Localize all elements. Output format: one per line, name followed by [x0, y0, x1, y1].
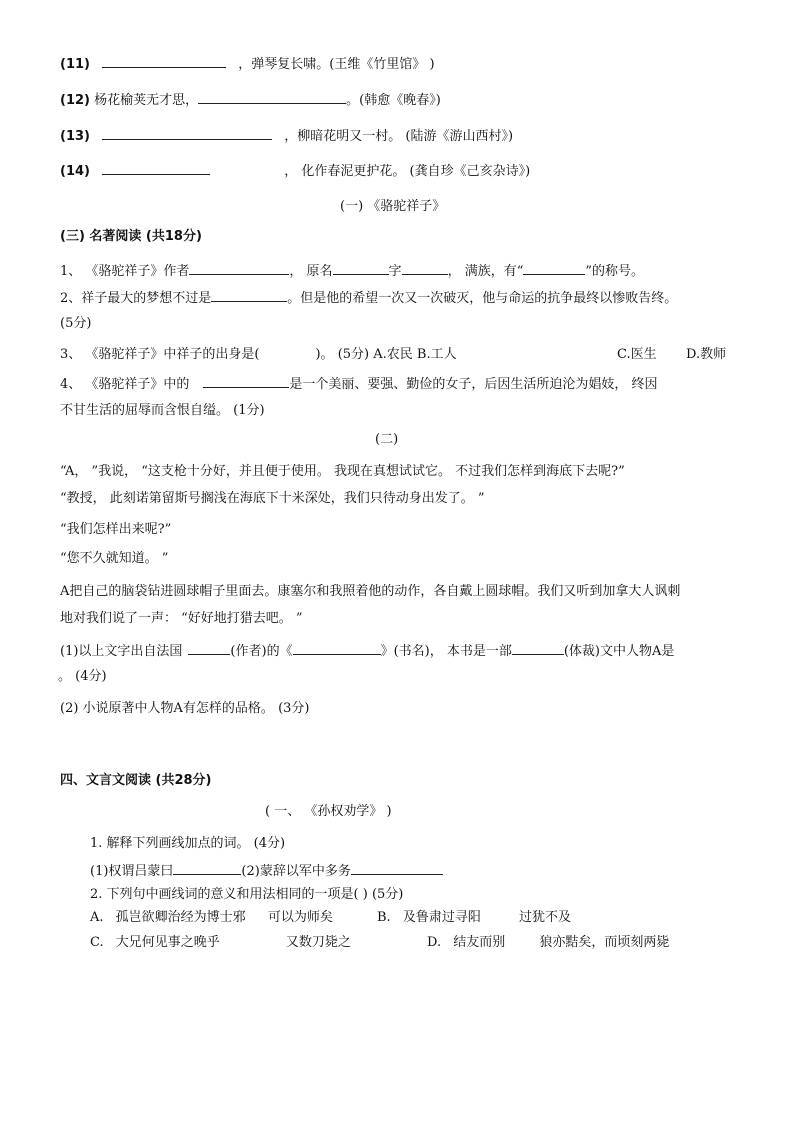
choice-sentence: 可以为师矣: [267, 910, 333, 925]
classical-title: ( 一、 《孙权劝学》 ): [265, 804, 392, 819]
question-text: 1、 《骆驼祥子》作者: [60, 264, 190, 279]
choice-label: A.: [90, 910, 104, 925]
question-3: [60, 347, 457, 363]
choice-sentence: 结友而别: [453, 935, 506, 950]
classical-question-1: 1. 解释下列画线加点的词。 (4分): [90, 836, 286, 851]
subsection-title-2: (二): [375, 432, 399, 447]
question-text: 2、祥子最大的梦想不过是: [60, 291, 212, 306]
question-text: 3、 《骆驼祥子》中祥子的出身是(: [60, 347, 260, 362]
choice-sentence: 过犹不及: [518, 910, 571, 925]
classical-question-1-items: [90, 862, 443, 880]
choice-label: B.: [377, 910, 391, 925]
answer-blank[interactable]: [189, 262, 289, 275]
poem-line-11: [60, 55, 435, 73]
question-text: ”的称号。: [585, 264, 644, 279]
question-text: (1)以上文字出自法国: [60, 644, 183, 659]
poem-text: ， 化作春泥更护花。 (龚自珍《己亥杂诗》): [284, 164, 531, 179]
choice-sentence: 又数刀毙之: [285, 935, 351, 950]
answer-blank[interactable]: [333, 262, 389, 275]
poem-text: 杨花榆荚无才思，: [94, 93, 199, 108]
option-d: D.教师: [686, 347, 727, 362]
item-number: (13): [60, 129, 90, 144]
choice-label: C.: [90, 935, 104, 950]
section-heading-3: (三) 名著阅读 (共18分): [60, 229, 202, 244]
question-4: [60, 375, 658, 393]
section-heading-4: 四、文言文阅读 (共28分): [60, 773, 212, 788]
answer-blank[interactable]: [203, 375, 289, 388]
passage-question-1-cont: 。 (4分): [58, 669, 107, 684]
poem-text: ，弹琴复长啸。(王维《竹里馆》 ): [238, 57, 435, 72]
question-2: [60, 289, 677, 307]
question-2-points: (5分): [60, 316, 92, 331]
question-4-cont: 不甘生活的屈辱而含恨自缢。 (1分): [60, 403, 265, 418]
choice-sentence: 狼亦黠矣，而顷刻两毙: [539, 935, 670, 950]
passage-line: A把自己的脑袋钻进圆球帽子里面去。康塞尔和我照着他的动作，各自戴上圆球帽。我们又听到加拿大人讽刺: [60, 584, 681, 599]
classical-question-2: 2. 下列句中画线词的意义和用法相同的一项是( ) (5分): [90, 887, 404, 902]
subsection-title-1: (一) 《骆驼祥子》: [340, 199, 446, 214]
question-text: (体裁)文中人物A是: [563, 644, 675, 659]
passage-line: “我们怎样出来呢?”: [60, 522, 172, 537]
passage-line: “教授， 此刻诺第留斯号搁浅在海底下十米深处，我们只待动身出发了。 ”: [60, 491, 485, 506]
poem-source: 。(韩愈《晚春》): [346, 93, 441, 108]
answer-blank[interactable]: [293, 642, 381, 655]
choice-b: [377, 910, 571, 926]
choice-a: [90, 910, 333, 926]
passage-question-2: (2) 小说原著中人物A有怎样的品格。 (3分): [60, 701, 310, 716]
poem-line-13: [60, 127, 513, 145]
answer-blank[interactable]: [512, 642, 564, 655]
option-c: C.医生: [617, 347, 657, 362]
item-text: (1)权谓吕蒙曰: [90, 864, 174, 879]
choice-sentence: 大兄何见事之晚乎: [115, 935, 220, 950]
answer-blank[interactable]: [102, 162, 210, 175]
poem-text: ，柳暗花明又一村。 (陆游《游山西村》): [284, 129, 514, 144]
answer-blank[interactable]: [188, 642, 230, 655]
question-text: 》(书名)， 本书是一部: [380, 644, 512, 659]
item-text: (2)蒙辞以军中多务: [241, 864, 351, 879]
poem-line-12: [60, 91, 441, 109]
question-1: [60, 262, 644, 280]
item-number: (12): [60, 93, 90, 108]
passage-question-1: [60, 642, 674, 660]
item-number: (11): [60, 57, 90, 72]
question-text: 4、 《骆驼祥子》中的: [60, 377, 190, 392]
answer-blank[interactable]: [523, 262, 585, 275]
question-text: 是一个美丽、要强、勤俭的女子，后因生活所迫沦为娼妓， 终因: [289, 377, 658, 392]
question-text: ， 满族，有“: [447, 264, 524, 279]
answer-blank[interactable]: [351, 862, 443, 875]
question-text: )。 (5分) A.农民 B.工人: [315, 347, 457, 362]
answer-blank[interactable]: [402, 262, 448, 275]
choice-d: [427, 935, 669, 951]
answer-blank[interactable]: [102, 127, 272, 140]
passage-line: 地对我们说了一声： “好好地打猎去吧。 ”: [60, 611, 303, 626]
choice-sentence: 及鲁肃过寻阳: [402, 910, 481, 925]
item-number: (14): [60, 164, 90, 179]
choice-c: [90, 935, 351, 951]
question-text: (作者)的《: [230, 644, 293, 659]
answer-blank[interactable]: [102, 55, 226, 68]
choice-sentence: 孤岂欲卿治经为博士邪: [115, 910, 246, 925]
choice-label: D.: [427, 935, 442, 950]
passage-line: “A， ”我说， “这支枪十分好，并且便于使用。 我现在真想试试它。 不过我们怎样到海底下去呢?”: [60, 464, 625, 479]
question-text: ， 原名: [289, 264, 333, 279]
answer-blank[interactable]: [173, 862, 241, 875]
answer-blank[interactable]: [211, 289, 287, 302]
answer-blank[interactable]: [198, 91, 346, 104]
poem-line-14: [60, 162, 530, 180]
question-text: 。但是他的希望一次又一次破灭，他与命运的抗争最终以惨败告终。: [287, 291, 678, 306]
question-text: 字: [388, 264, 402, 279]
passage-line: “您不久就知道。 ”: [60, 551, 169, 566]
